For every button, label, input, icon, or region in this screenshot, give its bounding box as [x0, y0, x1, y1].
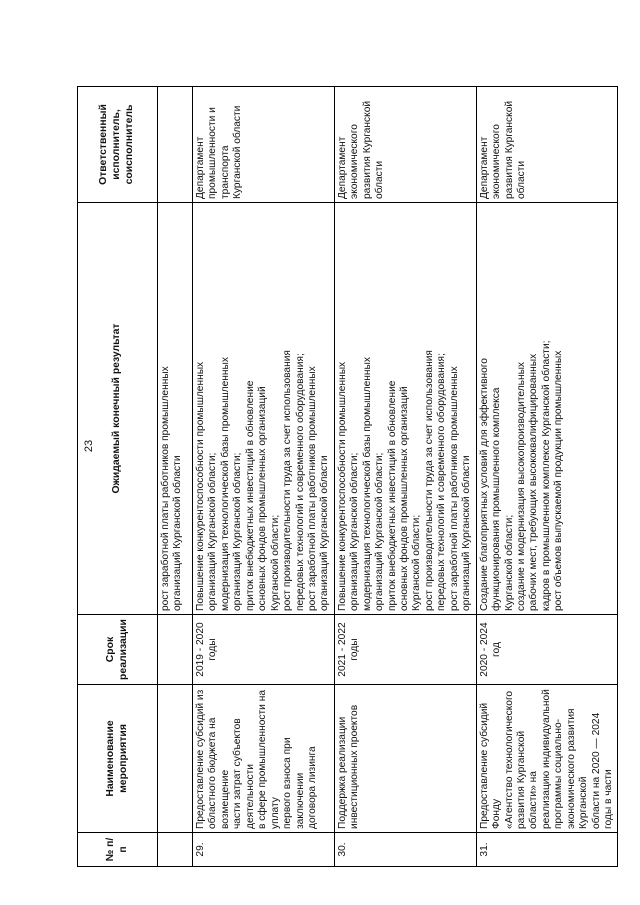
row-number: 29.	[193, 833, 335, 867]
result-line: модернизация технологической базы промышленных	[361, 357, 373, 611]
responsible-line: Курганской области	[232, 105, 244, 199]
result-line: кадров в промышленном комплексе Курганской области;	[540, 340, 552, 611]
term-cell: 2019 - 2020 годы	[193, 615, 335, 685]
result-line: организаций Курганской области;	[374, 452, 386, 611]
responsible-line: области	[374, 160, 386, 199]
result-line: рост объемов выпускаемой продукции промышленных	[553, 350, 565, 611]
result-cell	[476, 203, 618, 615]
responsible-cell	[334, 87, 476, 203]
cont-num-cell	[158, 833, 193, 867]
result-cell	[193, 203, 335, 615]
header-result: Ожидаемый конечный результат	[78, 203, 158, 615]
result-line: модернизация технологической базы промышленных	[219, 357, 231, 611]
result-line: Повышение конкурентоспособности промышленных	[195, 361, 206, 611]
result-line: приток внебюджетных инвестиций в обновление	[386, 380, 398, 611]
responsible-cell	[193, 87, 335, 203]
result-line: рост производительности труда за счет использования	[282, 350, 294, 611]
result-line: организаций Курганской области	[172, 455, 184, 611]
page-number: 23	[83, 439, 96, 453]
result-line: организаций Курганской области;	[232, 452, 244, 611]
header-name: Наименование мероприятия	[78, 685, 158, 833]
result-line: приток внебюджетных инвестиций в обновление	[244, 380, 256, 611]
responsible-line: экономического	[349, 124, 361, 199]
header-num: № п/п	[78, 833, 158, 867]
responsible-line: промышленности и	[207, 107, 219, 199]
name-line: программы социально-	[553, 718, 565, 829]
result-line: организаций Курганской области	[461, 455, 473, 611]
responsible-line: Департамент	[478, 136, 490, 199]
name-line: областного бюджета на возмещение	[207, 717, 231, 829]
result-line: организаций Курганской области;	[349, 452, 361, 611]
name-line: части затрат субъектов деятельности	[232, 718, 256, 829]
term-cell: 2020 - 2024 год	[476, 615, 618, 685]
cont-term-cell	[158, 615, 193, 685]
name-line: инвестиционных проектов	[349, 704, 361, 829]
table-row	[334, 87, 476, 867]
responsible-cell	[476, 87, 618, 203]
continuation-row	[158, 87, 193, 867]
name-line: области на 2020 — 2024 годы в части	[590, 712, 614, 829]
table-row	[193, 87, 335, 867]
header-responsible: Ответственный исполнитель, соисполнитель	[78, 87, 158, 203]
responsible-line: Департамент	[195, 136, 206, 199]
result-cell	[334, 203, 476, 615]
result-line: основных фондов промышленных организаций	[399, 386, 410, 611]
row-number: 30.	[334, 833, 476, 867]
cont-responsible-cell	[158, 87, 193, 203]
rotated-table-wrapper	[77, 87, 614, 867]
table-row	[476, 87, 618, 867]
result-line: рост заработной платы работников промышленных	[306, 366, 318, 611]
result-line: передовых технологий и современного оборудования;	[294, 353, 306, 611]
name-line: экономического развития Курганской	[565, 708, 590, 829]
measure-name-cell	[476, 685, 618, 833]
cont-result-cell	[158, 203, 193, 615]
measure-name-cell	[193, 685, 335, 833]
result-line: Создание благоприятных условий для эффективного	[478, 358, 490, 611]
term-cell: 2021 - 2022 годы	[334, 615, 476, 685]
responsible-line: развития Курганской	[361, 100, 373, 199]
result-line: рост заработной платы работников промышленных	[448, 366, 460, 611]
responsible-line: развития Курганской	[503, 100, 515, 199]
result-line: рост производительности труда за счет использования	[423, 350, 435, 611]
responsible-line: экономического	[491, 124, 503, 199]
result-line: организаций Курганской области;	[207, 452, 219, 611]
name-line: реализацию индивидуальной	[540, 689, 552, 829]
result-line: рост заработной платы работников промышленных	[160, 366, 171, 611]
name-line: Предоставление субсидий Фонду	[478, 702, 503, 829]
name-line: развития Курганской области» на	[515, 730, 540, 829]
cont-name-cell	[158, 685, 193, 833]
name-line: Поддержка реализации	[336, 716, 348, 829]
measures-table	[77, 86, 618, 867]
result-line: создание и модернизация высокопроизводительных	[515, 361, 527, 611]
result-line: рабочих мест, требующих высококвалифицированных	[528, 353, 540, 611]
name-line: Предоставление субсидий из	[195, 689, 206, 829]
measure-name-cell	[334, 685, 476, 833]
name-line: договора лизинга	[306, 746, 318, 829]
result-line: Курганской области;	[411, 514, 423, 611]
result-line: Курганской области;	[269, 514, 281, 611]
row-number: 31.	[476, 833, 618, 867]
name-line: «Агентство технологического	[503, 690, 515, 829]
name-line: в сфере промышленности на уплату	[257, 690, 281, 829]
responsible-line: области	[515, 160, 527, 199]
name-line: первого взноса при заключении	[282, 737, 306, 829]
header-term: Срок реализации	[78, 615, 158, 685]
result-line: передовых технологий и современного оборудования;	[436, 353, 448, 611]
result-line: функционирования промышленного комплекса	[491, 387, 503, 611]
table-header-row	[78, 87, 158, 867]
responsible-line: Департамент	[336, 136, 348, 199]
result-line: основных фондов промышленных организаций	[257, 386, 269, 611]
responsible-line: транспорта	[219, 145, 231, 199]
result-line: Курганской области;	[503, 514, 515, 611]
result-line: Повышение конкурентоспособности промышленных	[336, 361, 348, 611]
result-line: организаций Курганской области	[319, 455, 331, 611]
